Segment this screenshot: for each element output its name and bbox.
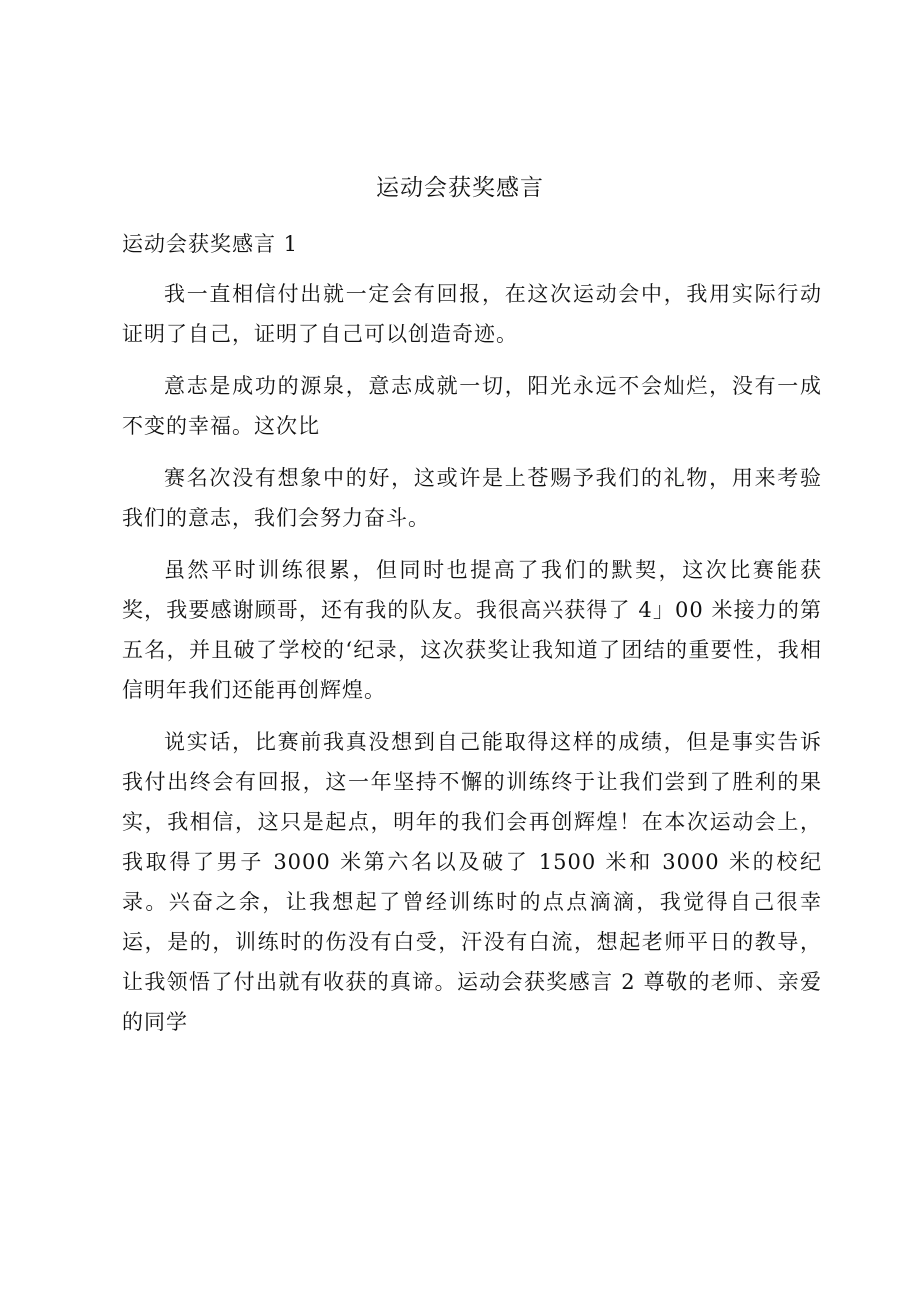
paragraph-4: 虽然平时训练很累，但同时也提高了我们的默契，这次比赛能获奖，我要感谢顾哥，还有我的队友。我很高兴获得了 4」00 米接力的第五名，并且破了学校的‘纪录，这次获奖让我知道了团结的重要性，我相信明年我们还能再创辉煌。 — [122, 558, 822, 702]
paragraph-5: 说实话，比赛前我真没想到自己能取得这样的成绩，但是事实告诉我付出终会有回报，这一年坚持不懈的训练终于让我们尝到了胜利的果实，我相信，这只是起点，明年的我们会再创辉煌！在本次运动会上，我取得了男子 3000 米第六名以及破了 1500 米和 3000 米的校纪录。兴奋之余，让我想起了曾经训练时的点点滴滴，我觉得自己很幸运，是的，训练时的伤没有白受，汗没有白流，想起老师平日的教导，让我领悟了付出就有收获的真谛。运动会获奖感言 2 尊敬的老师、亲爱的同学 — [122, 730, 822, 1034]
section-heading: 运动会获奖感言 1 — [122, 232, 299, 256]
document-title: 运动会获奖感言 — [376, 175, 544, 201]
document-body — [122, 224, 822, 1054]
paragraph-1: 我一直相信付出就一定会有回报，在这次运动会中，我用实际行动证明了自己，证明了自己可以创造奇迹。 — [122, 282, 822, 346]
paragraph-3: 赛名次没有想象中的好，这或许是上苍赐予我们的礼物，用来考验我们的意志，我们会努力奋斗。 — [122, 466, 822, 530]
paragraph-2: 意志是成功的源泉，意志成就一切，阳光永远不会灿烂，没有一成不变的幸福。这次比 — [122, 374, 822, 438]
